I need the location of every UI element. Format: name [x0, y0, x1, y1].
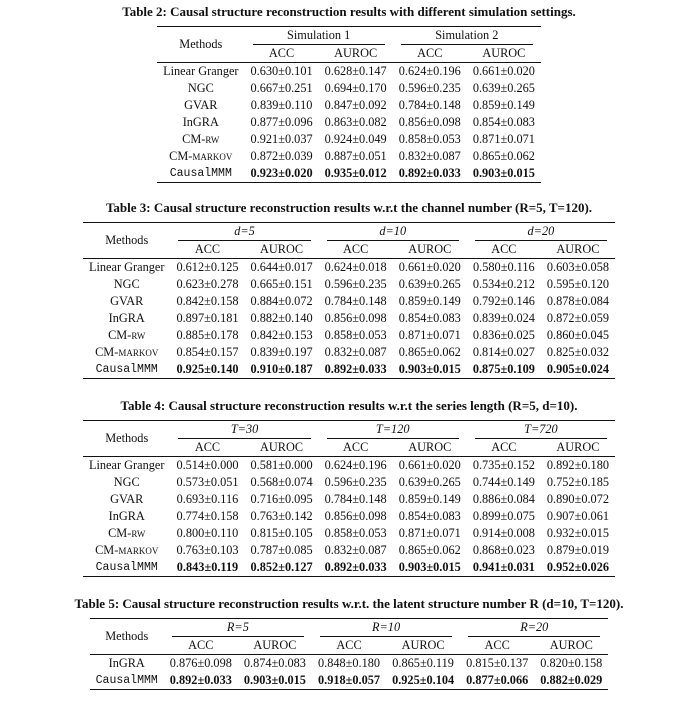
method-suffix: markov: [192, 149, 233, 163]
value-cell: 0.854±0.083: [472, 115, 535, 129]
method-name: CM-markov: [95, 543, 159, 557]
value-cell: 0.800±0.110: [176, 526, 239, 540]
value-cell: 0.859±0.149: [472, 98, 535, 112]
value-cell: 0.624±0.018: [324, 260, 387, 274]
value-cell: 0.871±0.071: [398, 526, 461, 540]
group-header: [467, 421, 615, 440]
value-cell: 0.892±0.180: [546, 458, 609, 472]
group-rule: R=20: [468, 619, 600, 637]
value-cell: 0.882±0.029: [534, 672, 608, 690]
group-rule: T=120: [327, 421, 459, 439]
value-cell: 0.856±0.098: [324, 311, 387, 325]
table-4: [0, 398, 698, 577]
table-row: [90, 655, 609, 673]
results-table: [83, 420, 615, 577]
table-3: [0, 200, 698, 379]
value-cell: 0.842±0.153: [250, 328, 313, 342]
value-cell: 0.860±0.045: [546, 328, 609, 342]
value-cell: 0.595±0.120: [546, 277, 609, 291]
table-row: [83, 344, 615, 361]
value-cell: 0.568±0.074: [250, 475, 313, 489]
value-cell: 0.854±0.157: [176, 345, 239, 359]
value-cell: 0.875±0.109: [467, 361, 541, 379]
table-row: [83, 559, 615, 577]
value-cell: 0.815±0.137: [466, 656, 529, 670]
method-name: CausalMMM: [90, 672, 164, 690]
metric-header: ACC: [467, 241, 541, 259]
value-cell: 0.639±0.265: [398, 475, 461, 489]
methods-header: Methods: [157, 27, 244, 63]
value-cell: 0.892±0.033: [319, 361, 393, 379]
table-row: [83, 474, 615, 491]
method-name: GVAR: [110, 492, 144, 506]
value-cell: 0.612±0.125: [176, 260, 239, 274]
value-cell: 0.925±0.140: [170, 361, 244, 379]
table-row: [83, 457, 615, 475]
value-cell: 0.858±0.053: [398, 132, 461, 146]
value-cell: 0.842±0.158: [176, 294, 239, 308]
value-cell: 0.905±0.024: [541, 361, 615, 379]
group-header: [460, 619, 608, 638]
value-cell: 0.903±0.015: [393, 361, 467, 379]
metric-header: ACC: [460, 637, 534, 655]
header-row: [157, 27, 541, 46]
value-cell: 0.907±0.061: [546, 509, 609, 523]
method-name: CausalMMM: [83, 361, 170, 379]
value-cell: 0.952±0.026: [541, 559, 615, 577]
value-cell: 0.624±0.196: [398, 64, 461, 78]
table-row: [157, 80, 541, 97]
value-cell: 0.661±0.020: [398, 458, 461, 472]
value-cell: 0.852±0.127: [245, 559, 319, 577]
metric-header: AUROC: [245, 439, 319, 457]
value-cell: 0.752±0.185: [546, 475, 609, 489]
value-cell: 0.918±0.057: [312, 672, 386, 690]
metric-header: AUROC: [541, 241, 615, 259]
value-cell: 0.784±0.148: [398, 98, 461, 112]
value-cell: 0.885±0.178: [176, 328, 239, 342]
value-cell: 0.839±0.197: [250, 345, 313, 359]
header-row: [83, 421, 615, 440]
value-cell: 0.886±0.084: [472, 492, 535, 506]
method-name: Linear Granger: [88, 458, 165, 472]
table-row: [83, 491, 615, 508]
value-cell: 0.887±0.051: [324, 149, 387, 163]
group-header: [312, 619, 460, 638]
table-row: [157, 63, 541, 81]
value-cell: 0.935±0.012: [319, 165, 393, 183]
value-cell: 0.871±0.071: [398, 328, 461, 342]
method-suffix: rw: [131, 526, 146, 540]
value-cell: 0.644±0.017: [250, 260, 313, 274]
table-row: [157, 165, 541, 183]
method-name: Linear Granger: [163, 64, 239, 78]
method-name: CM-markov: [169, 149, 233, 163]
metric-header: ACC: [319, 241, 393, 259]
value-cell: 0.897±0.181: [176, 311, 239, 325]
group-rule: d=20: [475, 223, 607, 241]
value-cell: 0.892±0.033: [393, 165, 467, 183]
value-cell: 0.872±0.039: [250, 149, 313, 163]
value-cell: 0.924±0.049: [324, 132, 387, 146]
value-cell: 0.744±0.149: [472, 475, 535, 489]
metric-header: ACC: [170, 439, 244, 457]
group-header: [319, 421, 467, 440]
method-name: CM-rw: [108, 328, 146, 342]
group-header: [319, 223, 467, 242]
table-row: [83, 293, 615, 310]
group-header: [245, 27, 393, 46]
header-row: [83, 223, 615, 242]
value-cell: 0.763±0.142: [250, 509, 313, 523]
value-cell: 0.903±0.015: [238, 672, 312, 690]
group-header: [393, 27, 541, 46]
metric-header: ACC: [245, 45, 319, 63]
results-table: [90, 618, 609, 690]
value-cell: 0.820±0.158: [540, 656, 603, 670]
value-cell: 0.863±0.082: [324, 115, 387, 129]
value-cell: 0.892±0.033: [319, 559, 393, 577]
metric-header: AUROC: [541, 439, 615, 457]
metric-header: AUROC: [393, 439, 467, 457]
value-cell: 0.596±0.235: [324, 475, 387, 489]
table-row: [157, 97, 541, 114]
metric-header: AUROC: [467, 45, 541, 63]
value-cell: 0.581±0.000: [250, 458, 313, 472]
value-cell: 0.843±0.119: [170, 559, 244, 577]
value-cell: 0.624±0.196: [324, 458, 387, 472]
metric-header: AUROC: [386, 637, 460, 655]
methods-header: Methods: [83, 223, 170, 259]
method-name: CM-rw: [108, 526, 146, 540]
value-cell: 0.639±0.265: [472, 81, 535, 95]
table-5: [0, 596, 698, 690]
value-cell: 0.639±0.265: [398, 277, 461, 291]
method-suffix: rw: [205, 132, 220, 146]
table-row: [83, 327, 615, 344]
value-cell: 0.596±0.235: [324, 277, 387, 291]
value-cell: 0.836±0.025: [472, 328, 535, 342]
value-cell: 0.630±0.101: [250, 64, 313, 78]
metric-header: ACC: [312, 637, 386, 655]
value-cell: 0.854±0.083: [398, 509, 461, 523]
table-2: [0, 4, 698, 183]
table-row: [83, 508, 615, 525]
value-cell: 0.868±0.023: [472, 543, 535, 557]
results-table: [83, 222, 615, 379]
value-cell: 0.534±0.212: [472, 277, 535, 291]
value-cell: 0.854±0.083: [398, 311, 461, 325]
value-cell: 0.763±0.103: [176, 543, 239, 557]
method-name: CM-markov: [95, 345, 159, 359]
metric-header: ACC: [170, 241, 244, 259]
value-cell: 0.858±0.053: [324, 526, 387, 540]
metric-header: ACC: [164, 637, 238, 655]
metric-header: AUROC: [319, 45, 393, 63]
method-name: NGC: [113, 277, 140, 291]
group-header: [467, 223, 615, 242]
value-cell: 0.903±0.015: [393, 559, 467, 577]
method-suffix: markov: [118, 543, 159, 557]
table-row: [83, 276, 615, 293]
value-cell: 0.665±0.151: [250, 277, 313, 291]
value-cell: 0.892±0.033: [164, 672, 238, 690]
table-row: [83, 525, 615, 542]
group-rule: d=5: [178, 223, 310, 241]
value-cell: 0.874±0.083: [243, 656, 306, 670]
method-name: InGRA: [108, 656, 145, 670]
group-rule: R=5: [172, 619, 304, 637]
table-row: [157, 114, 541, 131]
table-caption: Table 2: Causal structure reconstruction results with different simulation settings.: [122, 4, 576, 19]
group-header: [170, 223, 318, 242]
value-cell: 0.859±0.149: [398, 294, 461, 308]
metric-header: ACC: [393, 45, 467, 63]
method-name: GVAR: [184, 98, 218, 112]
table-row: [83, 310, 615, 327]
value-cell: 0.832±0.087: [398, 149, 461, 163]
group-header: [170, 421, 318, 440]
table-caption: Table 4: Causal structure reconstruction results w.r.t the series length (R=5, d=10).: [120, 398, 578, 413]
value-cell: 0.903±0.015: [467, 165, 541, 183]
value-cell: 0.784±0.148: [324, 492, 387, 506]
table-caption: Table 3: Causal structure reconstruction results w.r.t the channel number (R=5, T=120).: [105, 200, 593, 215]
value-cell: 0.921±0.037: [250, 132, 313, 146]
value-cell: 0.884±0.072: [250, 294, 313, 308]
header-row: [90, 619, 609, 638]
method-name: Linear Granger: [88, 260, 165, 274]
value-cell: 0.848±0.180: [317, 656, 381, 670]
metric-header: ACC: [467, 439, 541, 457]
table-caption: Table 5: Causal structure reconstruction results w.r.t. the latent structure number R (d=10, T=120).: [74, 596, 624, 611]
table-row: [83, 361, 615, 379]
methods-header: Methods: [83, 421, 170, 457]
metric-header: AUROC: [534, 637, 608, 655]
group-rule: Simulation 2: [401, 27, 533, 45]
value-cell: 0.879±0.019: [546, 543, 609, 557]
value-cell: 0.603±0.058: [546, 260, 609, 274]
value-cell: 0.865±0.119: [392, 656, 454, 670]
method-name: InGRA: [182, 115, 219, 129]
value-cell: 0.910±0.187: [245, 361, 319, 379]
metric-header: AUROC: [238, 637, 312, 655]
value-cell: 0.580±0.116: [473, 260, 535, 274]
value-cell: 0.596±0.235: [398, 81, 461, 95]
value-cell: 0.865±0.062: [398, 543, 461, 557]
metric-header: ACC: [319, 439, 393, 457]
group-header: [164, 619, 312, 638]
group-rule: d=10: [327, 223, 459, 241]
value-cell: 0.661±0.020: [472, 64, 535, 78]
value-cell: 0.693±0.116: [176, 492, 239, 506]
value-cell: 0.882±0.140: [250, 311, 313, 325]
value-cell: 0.865±0.062: [398, 345, 461, 359]
value-cell: 0.784±0.148: [324, 294, 387, 308]
value-cell: 0.787±0.085: [250, 543, 313, 557]
value-cell: 0.792±0.146: [472, 294, 535, 308]
value-cell: 0.735±0.152: [472, 458, 535, 472]
results-table: [157, 26, 541, 183]
table-row: [83, 259, 615, 277]
value-cell: 0.925±0.104: [386, 672, 460, 690]
method-name: GVAR: [110, 294, 144, 308]
table-row: [157, 148, 541, 165]
value-cell: 0.871±0.071: [472, 132, 535, 146]
method-name: NGC: [113, 475, 140, 489]
group-rule: R=10: [320, 619, 452, 637]
value-cell: 0.858±0.053: [324, 328, 387, 342]
value-cell: 0.856±0.098: [398, 115, 461, 129]
method-name: NGC: [187, 81, 214, 95]
value-cell: 0.856±0.098: [324, 509, 387, 523]
value-cell: 0.825±0.032: [546, 345, 609, 359]
value-cell: 0.914±0.008: [472, 526, 535, 540]
value-cell: 0.877±0.066: [460, 672, 534, 690]
value-cell: 0.872±0.059: [546, 311, 609, 325]
value-cell: 0.667±0.251: [250, 81, 313, 95]
method-suffix: markov: [118, 345, 159, 359]
value-cell: 0.573±0.051: [176, 475, 239, 489]
value-cell: 0.628±0.147: [324, 64, 387, 78]
method-name: CausalMMM: [157, 165, 244, 183]
group-rule: T=720: [475, 421, 607, 439]
value-cell: 0.876±0.098: [169, 656, 232, 670]
value-cell: 0.865±0.062: [472, 149, 535, 163]
metric-header: AUROC: [393, 241, 467, 259]
value-cell: 0.661±0.020: [398, 260, 461, 274]
method-suffix: rw: [131, 328, 146, 342]
value-cell: 0.839±0.024: [472, 311, 535, 325]
value-cell: 0.859±0.149: [398, 492, 461, 506]
value-cell: 0.514±0.000: [176, 458, 239, 472]
value-cell: 0.923±0.020: [245, 165, 319, 183]
group-rule: T=30: [178, 421, 310, 439]
value-cell: 0.877±0.096: [250, 115, 313, 129]
value-cell: 0.847±0.092: [324, 98, 387, 112]
table-row: [90, 672, 609, 690]
methods-header: Methods: [90, 619, 164, 655]
value-cell: 0.815±0.105: [250, 526, 313, 540]
table-row: [83, 542, 615, 559]
table-row: [157, 131, 541, 148]
value-cell: 0.839±0.110: [250, 98, 313, 112]
value-cell: 0.623±0.278: [176, 277, 239, 291]
value-cell: 0.932±0.015: [546, 526, 609, 540]
method-name: InGRA: [108, 311, 145, 325]
value-cell: 0.899±0.075: [472, 509, 535, 523]
value-cell: 0.832±0.087: [324, 345, 387, 359]
value-cell: 0.694±0.170: [324, 81, 387, 95]
value-cell: 0.814±0.027: [472, 345, 535, 359]
group-rule: Simulation 1: [253, 27, 385, 45]
value-cell: 0.716±0.095: [250, 492, 313, 506]
metric-row: [90, 637, 609, 655]
value-cell: 0.774±0.158: [176, 509, 239, 523]
value-cell: 0.832±0.087: [324, 543, 387, 557]
method-name: CM-rw: [182, 132, 220, 146]
method-name: CausalMMM: [83, 559, 170, 577]
value-cell: 0.878±0.084: [546, 294, 609, 308]
metric-header: AUROC: [245, 241, 319, 259]
value-cell: 0.890±0.072: [546, 492, 609, 506]
value-cell: 0.941±0.031: [467, 559, 541, 577]
method-name: InGRA: [108, 509, 145, 523]
